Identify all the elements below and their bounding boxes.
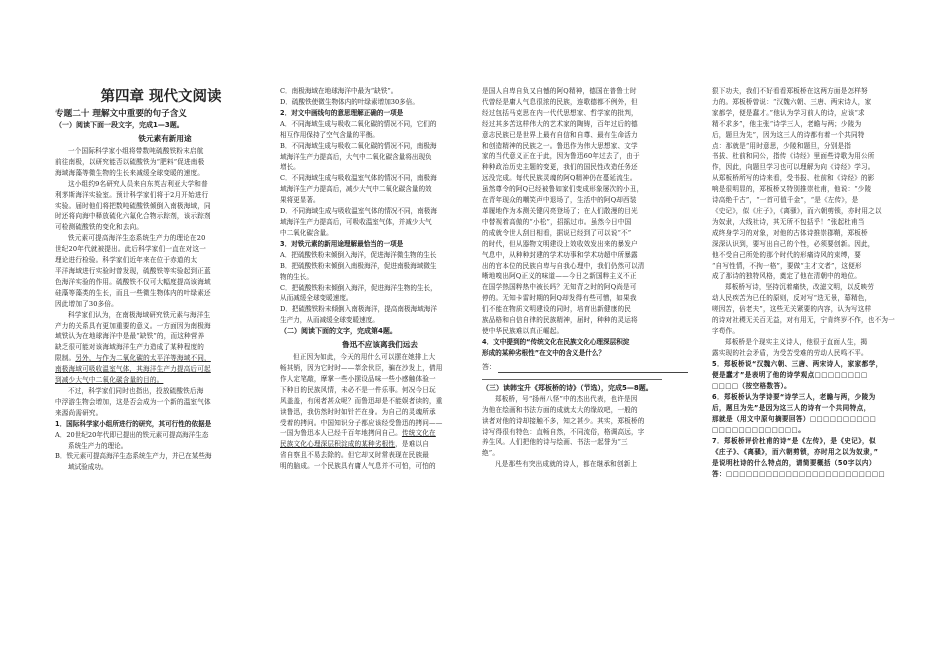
text-line: 绝”。 [482,449,500,458]
passage-2-continued [482,86,708,337]
option-line: A．20世纪20年代即已提出的铁元素可提高海洋生态 [55,430,209,439]
text-line: 远没完成。每代民族灵魂的阿Q精神仍在蔓延流生。 [482,174,637,183]
text-line: 成了那诗的独特风格，奠定了他在清朝中的地位。 [712,272,862,281]
text-line: 时还将向海中释放硫化六氟化合物示踪剂，该示踪剂 [55,212,211,221]
text-line: 实验。届时他们将把数吨硫酸铁倾倒入南极海域，同 [55,201,211,210]
text-line: 郑板桥，号“扬州八怪”中的杰出代表，也许是因 [495,394,638,403]
question-3: 3．对铁元素的新用途理解最恰当的一项是 [280,239,404,248]
option-line: D．硫酸铁使微生物体内的叶绿素增加30多倍。 [280,97,419,106]
question-line: 是说明杜诗的什么特点的，请简要概括（50字以内） [712,458,876,467]
option-line: D．把硫酸铁粉末倾倒入南极海洋，提高南极海域海洋 [280,305,437,314]
text-line: 明的脑成。一个民族具有庸人气息并不可怕，可怕的 [280,462,436,471]
text-line: 养生风。人们把他的诗与绘画、书法一起誉为“三 [482,438,628,447]
text-line: 晰地嗅出阿Q正义的味道——今日之新国粹主义不正 [482,272,637,281]
text-line: 从郑板桥所写的诗来看，受书报、杜前和《诗经》的影 [712,174,875,183]
text-line [280,439,480,450]
text-line: 的诗对社稷无关百无益，对有用无，宁肯终岁不作，也不为一 [712,316,895,325]
text-line: 产力的关系具有更加重要的意义。一方面因为南极海 [55,321,211,330]
text-line: 字苟作。 [712,326,740,335]
option-line: C．南极海域在地球海洋中最为“缺铁”。 [280,87,398,95]
text-line: 这小组约9名研究人员来自东英吉利亚大学和普 [68,179,208,188]
text-line: 作，因此，向题旦学习也可以理解为向《诗经》学习。 [712,163,875,172]
option-line: B．不同海域生成与吸收二氧化碳的情况不同，南极海 [280,141,437,150]
text-line: 来源尚需研究。 [55,408,103,417]
text-line: 种种政治历史主题的变更，我们的国民性改造任务还 [482,163,638,172]
text-line: 不过，科学家们同时也指出，投放硫酸铁后海 [68,386,204,395]
passage-2-body [280,352,480,472]
text-line: 因此增加了30多倍。 [55,299,118,308]
question-line: 5．郑板桥说“汉魏六朝、三唐、两宋诗人，家家都学， [712,359,883,368]
text-line: 作人定笔敲，摩掌一些小摆设品味一些小感触体验一 [280,374,436,383]
question-line: 便是蠢才”是表明了他的诗学观点□□□□□□□□ [712,370,868,379]
text-line: 但正因为如此，今天的用什么可以摆在她排上大 [293,353,436,362]
question-line: □□□□（按空格数答）。 [712,381,792,390]
text-line: 家都学，便是蠢才。”他认为学习前人的诗，应该“求 [712,108,865,117]
text-line: 气息中，从种种封建的学术功事和学术功超中所暴露 [482,250,638,259]
text-line: 省自察且不易去除的。但它却又时常表现在民族最 [280,451,430,460]
text-line: 域铁认为在地球海洋中是最“缺铁”的，而这种营养 [55,332,205,341]
text-line: 是国人自卑自负又自憾的阿Q精神，德国在普鲁士时 [482,87,637,95]
passage-3-paragraph-1 [482,394,708,459]
text-line: “自写性情，不拘一格”，要做“主才文者”，这便形 [712,261,862,270]
question-line: 6．郑板桥认为学诗要“诗学三人，老瞻与两，少陵为 [712,392,876,401]
section-1-heading: （一）阅读下面一段文字，完成1—3题。 [55,121,184,129]
text-line: 诗写得很有特色：直畅自然，不同流俗，格调高远，字 [482,427,645,436]
text-line: 经过包括马克思在内一代代思想家、哲学家的批判， [482,108,638,117]
text-line: 读者对他的诗却接触不多，知之甚少。其实，郑板桥的 [482,416,645,425]
answer-blank[interactable] [498,364,688,373]
text-line: 精不求多”，他主张“诗学三人，老瞻与两；少陵为 [712,119,862,128]
option-line: D．不同海域生成与吸收温室气体的情况不同，南极海 [280,207,437,216]
passage-2-title: 鲁迅不应该离我们远去 [342,340,418,350]
underlined-phrase: 传统文化在 [401,429,436,438]
option-line: C．把硫酸铁粉末倾倒入海洋，促进海洋生物的生长， [280,283,437,292]
option-line: 系统生产力的理论。 [68,441,128,450]
text-line: 科学家们认为，在南极海域研究铁元素与海洋生 [68,310,211,319]
text-line: 动人民疾苦为已任的原则，反对写“迭无景，幕精色， [712,294,872,303]
text-line: 后，题旦为先”，因为这三人的诗都有着一个共同特 [712,130,865,139]
text-line: 力的。郑板桥曾说：“汉魏六朝、三唐、两宋诗人，家 [712,97,872,106]
text-line: 平洋海域进行实验时曾发现，硫酸铁等实验起到正蓝 [55,266,211,275]
text-line: 的时代，但从器物文明建设上效收效发出来的暴发户 [482,239,638,248]
text-line [55,353,275,364]
option-line: 生产力，从而减缓全球变暖速度。 [280,316,379,325]
text-line: 前往南极，以研究能否以硫酸铁为“肥料”促进南极 [55,157,205,166]
text-line: 中浮游生物会增加，这是否会成为一个新的温室气体 [55,397,211,406]
question-2: 2．对文中画线句的意思理解正确的一项是 [280,108,404,117]
text-line: 世纪20年代就被提出。此后科学家们一直在对这一 [55,245,206,254]
text-line: 理论进行检验。科学家们近年来在位于赤道的太 [55,256,198,265]
question-7 [712,436,938,480]
section-3-heading: （三）读韩宝升《郑板桥的诗》（节选），完成5—8题。 [482,383,653,392]
option-line: B．把硫酸铁粉末倾倒入南极海洋，促进南极海域微生 [280,261,437,270]
question-6 [712,392,938,436]
option-line: B．铁元素可提高海洋生态系统生产力，并已在某些海 [55,452,212,461]
text-line: 书拔、杜前和同公，指传《诗经》里面些诗歌为用公所 [712,152,875,161]
question-line: □□□□□□□□□□□□□。 [712,425,806,434]
text-line: 使中华民族难以真正崛起。 [482,326,564,335]
text-line: 凡是那些有突出成就的诗人，都在继承和创新上 [495,460,638,469]
text-line: 们不能在物质文明建设的同时，培育出新健康的民 [482,305,632,314]
text-line: 和创造精神的民族之一。鲁迅作为伟大思想家、文学 [482,141,638,150]
column-4 [712,0,938,671]
text-line: 响是很明显的，郑板桥又特别推崇杜甫，他说：“少陵 [712,185,872,194]
option-line: 中二氧化碳含量。 [280,228,333,237]
text-span: 限制。 [55,354,76,363]
passage-1-title: 铁元素有新用途 [138,134,192,143]
text-line: 嗟因苦，倍老夫”，这些无关紧要的内容，认为写这样 [712,305,872,314]
text-line: 的成就令世人刮目相看，据说已经到了可以说“不” [482,228,632,237]
option-line: 增长。 [280,163,300,172]
passage-1-paragraph-2 [55,233,275,309]
option-line: 域海洋生产力提高后，大气中二氧化碳含量将出现负 [280,152,432,161]
text-span: ，是难以自 [395,440,430,449]
question-1: 1．国际科学家小组所进行的研究，其可行性的依据是 [55,419,212,428]
option-line: 物的生长。 [280,272,313,281]
text-line: 深深认识到，要写出自己的个性，必须要创新。因此， [712,239,875,248]
text-line: 诗高绝千古”，“一首可值千金”，“是《左传》，是 [712,196,859,205]
option-line: A．把硫酸铁粉末倾倒入海洋，促进海洋微生物的生长 [280,250,437,259]
option-line: C．不同海域生成与吸收温室气体的情况不同，南极海 [280,174,437,183]
text-line: 受着的拷问。中国知识分子都应该经受鲁迅的拷问—— [280,418,443,427]
question-line: 形成的某种劣根性”在文中的含义是什么？ [482,348,606,357]
text-line: 露实现的社会矛盾，为受苦受难的劳动人民鸣不平。 [712,348,868,357]
answer-label: 答： [482,362,496,371]
passage-3-paragraph-3 [712,282,938,337]
underlined-sentence: 南极海域可吸收温室气体，其海洋生产力提高后可起 [55,365,211,374]
passage-1-paragraph-3 [55,310,275,386]
answer-line[interactable] [482,361,708,373]
underlined-sentence: 另外，与作为二氧化碳的太平洋等海域不同， [75,354,211,363]
text-line: 色海洋实验的作用。硫酸铁不仅可大幅度提高该海域 [55,277,211,286]
option-line: A．不同海域生成与吸收二氧化碳的情况不同，它们的 [280,119,437,128]
text-line: 为他在绘画和书法方面的成就太大的缘故吧，一般的 [482,405,638,414]
option-line: 域试验成功。 [68,463,108,472]
text-line: 族品格和自信自律的民族精神，届时，种种的灵运将 [482,316,638,325]
question-1-options [55,430,275,474]
text-line: 他不受自己所处的那个时代的形痛诗风的束缚，要 [712,250,862,259]
divider [482,373,662,380]
column-3 [482,0,708,671]
passage-3-paragraph-4 [712,337,938,359]
question-line: 那就是（用文中原句摘要回答）□□□□□□□□□□ [712,414,877,423]
column-2 [280,0,480,671]
option-line: 从而减缓全球变暖速度。 [280,294,353,303]
text-line: 出的官本位的民族自卑与自我心理中，我们仍然可以清 [482,261,645,270]
text-line: 停的。无知卡雷时期的阿Q却发得有些可憎，如果我 [482,294,637,303]
text-line [280,428,480,439]
column-1 [55,0,275,671]
text-line: 《史记》，似《庄子》，《离骚》，而六朝剪锁，亦时用之以 [712,206,882,215]
text-line: 意志民族已是世界上最有自信和自尊、最有生命活力 [482,130,638,139]
text-line: 硅藻等藻类的生长，而且一些微生物体内的叶绿素还 [55,288,211,297]
option-line: 相互作用保持了空气含量的平衡。 [280,130,379,139]
passage-1-paragraph-4 [55,386,275,419]
question-2-options [280,119,480,239]
text-line: 中替视着高傲的“小松”，招摇过市。虽然今日中国 [482,217,632,226]
text-line: 风盖盖，有闲者甚众呢？而鲁迅却是不能娱者读的，重 [280,396,443,405]
passage-1-paragraph-1 [55,146,275,233]
text-line: 一个国际科学家小组将带数吨硫酸铁粉末启航 [68,147,204,155]
text-line: 代曾经是庸人气息很浓的民族，连歌德都不例外，但 [482,97,638,106]
text-line: 点：那就是“用时意思，少陵和题旦，分别是指 [712,141,852,150]
question-3-options [280,250,480,326]
passage-3-paragraph-2 [712,86,938,282]
text-line: 可检测硫酸铁的变化和去向。 [55,223,144,232]
question-line: 后，题旦为先”是因为这三人的诗有一个共同特点， [712,403,871,412]
text-line: 缺乏很可能对该海域海洋生产力造成了某种程度的 [55,343,205,352]
text-line: 郑板桥是个现实主义诗人，他很于直面人生，揭 [725,337,868,346]
text-line: 革履地作为本测关键闪亮登场了；在人们散漫的目光 [482,206,638,215]
text-line: 畅其销，因为它时时——莘余伙臣，骗在沙发上，倩用 [280,364,443,373]
text-line: 利茅斯海洋实验室。预计科学家们将于2月开始进行 [55,190,209,199]
question-line: 4．文中提到的“传统文化在民族文化心理深层积淀 [482,337,630,346]
text-line: 在青年现众的嘲笑声中退场了，生活中的阿Q却西装 [482,196,637,205]
text-line: 狠下功夫，我们不好看看郑板桥在这两方面是怎样努 [712,87,868,95]
section-2-heading: （二）阅读下面的文字，完成第4题。 [280,327,397,336]
text-line: 郑板桥写诗，坚持沉着痛快，改滤文明，以反映劳 [725,283,875,292]
question-line: 答：□□□□□□□□□□□□□□□□□□□□□□□□ [712,469,886,478]
option-line: 域海洋生产力提高后，可吸收温室气体，并减少大气 [280,217,432,226]
text-line: 为奴隶，大线社诗，其无所不包括乎！”张起杜甫当 [712,217,865,226]
text-line: 经过其多苦这样伟大的艺术家的陶铸，百年过后的德 [482,119,638,128]
question-4 [482,337,708,359]
option-line: 域海洋生产力提高后，减少大气中二氧化碳含量的效 [280,185,432,194]
text-span: 一国为鲁迅本人已经千百年地拷问自己。 [280,429,402,438]
text-line: 下种目的民族风情，未必不是一件乐事。何况今日玩 [280,385,436,394]
text-line: 海域海藻等微生物的生长来减缓全球变暖的速度。 [55,168,205,177]
text-line: 成终身学习的对象，对他的古体诗推崇郡鞘，郑板桥 [712,228,868,237]
question-line: 7．郑板桥评价杜甫的诗“是《左传》，是《史记》，似 [712,436,876,445]
question-line: 《庄子》、《离骚》，而六朝剪锁，亦时用之以为奴隶，” [712,447,879,456]
text-line: 读鲁迅，我仿然时时如针芒在身。为自己的灵魂所承 [280,407,436,416]
chapter-title: 第四章 现代文阅读 [100,89,222,105]
option-line: 果将更显著。 [280,196,320,205]
question-5 [712,359,938,392]
underlined-sentence: 到减少大气中二氧化碳含量的目的。 [55,376,164,385]
text-line: 铁元素可提高海洋生态系统生产力的理论在20 [68,234,206,243]
topic-title: 专题二十 理解文中重要的句子含义 [55,109,187,119]
text-line: 虽然尊令的阿Q已经被鲁如家们变成形象屡次的小丑， [482,185,644,194]
text-line: 家的当代意义正在于此，因为鲁迅60年过去了，由于 [482,152,640,161]
text-line: 在国学热国粹热中被长吗？无知背之时的阿Q尚是可 [482,283,637,292]
underlined-phrase: 民族文化心理深层积淀成的某种劣根性 [280,440,396,449]
